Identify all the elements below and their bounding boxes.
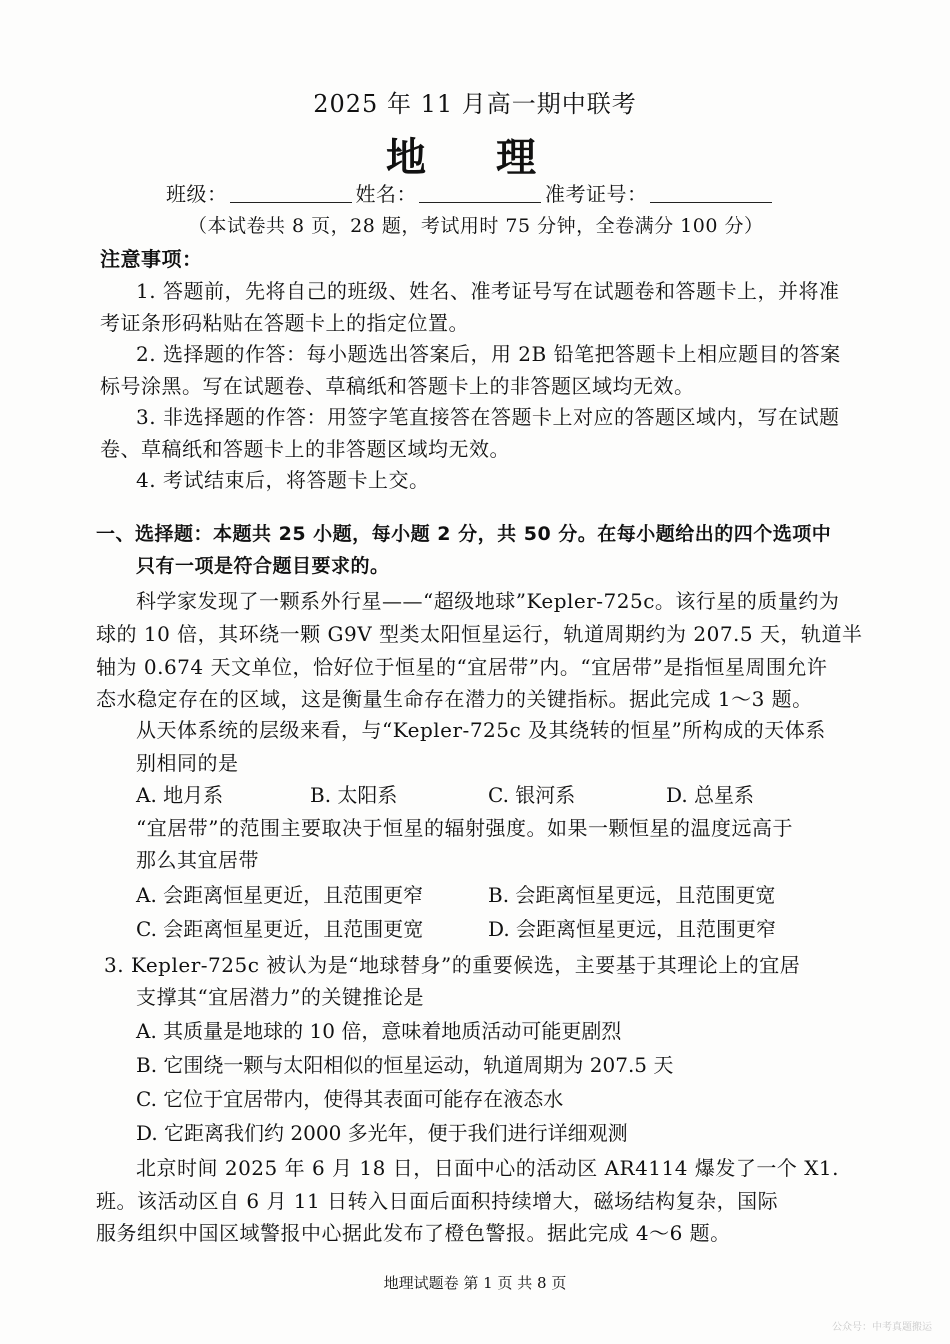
subject-title: 地 理: [386, 135, 564, 181]
notes-title: 注意事项：: [100, 247, 203, 271]
q2-option-d: D. 会距离恒星更远，且范围更窄: [488, 917, 777, 941]
q2-option-c: C. 会距离恒星更近，且范围更宽: [136, 917, 424, 941]
passage-line: 科学家发现了一颗系外行星——“超级地球”Kepler-725c。该行星的质量约为: [136, 589, 840, 613]
note-line: 卷、草稿纸和答题卡上的非答题区域均无效。: [100, 437, 510, 461]
q3-option-d: D. 它距离我们约 2000 多光年，便于我们进行详细观测: [136, 1121, 628, 1145]
note-line: 考证条形码粘贴在答题卡上的指定位置。: [100, 311, 469, 335]
name-label: 姓名：: [355, 182, 417, 206]
q3-option-c: C. 它位于宜居带内，使得其表面可能存在液态水: [136, 1087, 564, 1111]
q1-stem: 从天体系统的层级来看，与“Kepler-725c 及其绕转的恒星”所构成的天体系: [136, 718, 826, 742]
q3-stem: 3. Kepler-725c 被认为是“地球替身”的重要候选，主要基于其理论上的宜居: [104, 953, 801, 977]
page-footer: 地理试题卷 第 1 页 共 8 页: [383, 1274, 567, 1292]
passage2-line: 北京时间 2025 年 6 月 18 日，日面中心的活动区 AR4114 爆发了一个 X1.: [136, 1156, 840, 1180]
q2-option-b: B. 会距离恒星更远，且范围更宽: [488, 883, 776, 907]
passage-line: 轴为 0.674 天文单位，恰好位于恒星的“宜居带”内。“宜居带”是指恒星周围允许: [96, 655, 828, 679]
student-info-row: [166, 180, 776, 208]
exam-info: （本试卷共 8 页，28 题，考试用时 75 分钟，全卷满分 100 分）: [188, 215, 764, 237]
q3-option-b: B. 它围绕一颗与太阳相似的恒星运动，轨道周期为 207.5 天: [136, 1053, 674, 1077]
q1-option-d: D. 总星系: [666, 783, 755, 807]
passage-line: 球的 10 倍，其环绕一颗 G9V 型类太阳恒星运行，轨道周期约为 207.5 天，轨道半: [96, 622, 863, 646]
q2-stem: “宜居带”的范围主要取决于恒星的辐射强度。如果一颗恒星的温度远高于: [136, 816, 793, 840]
exam-no-label: 准考证号：: [545, 182, 648, 206]
q1-option-b: B. 太阳系: [310, 783, 398, 807]
section-heading-cont: 只有一项是符合题目要求的。: [136, 555, 390, 577]
q2-stem-cont: 那么其宜居带: [136, 848, 259, 872]
q1-option-a: A. 地月系: [136, 783, 224, 807]
name-blank: [419, 182, 541, 203]
exam-no-blank: [650, 182, 772, 203]
q1-stem-cont: 别相同的是: [136, 751, 239, 775]
q3-option-a: A. 其质量是地球的 10 倍，意味着地质活动可能更剧烈: [136, 1019, 622, 1043]
q2-option-a: A. 会距离恒星更近，且范围更窄: [136, 883, 424, 907]
passage-line: 态水稳定存在的区域，这是衡量生命存在潜力的关键指标。据此完成 1～3 题。: [96, 687, 813, 711]
exam-title: 2025 年 11 月高一期中联考: [313, 90, 637, 118]
q1-option-c: C. 银河系: [488, 783, 576, 807]
q3-stem-cont: 支撑其“宜居潜力”的关键推论是: [136, 985, 424, 1009]
note-line: 2. 选择题的作答：每小题选出答案后，用 2B 铅笔把答题卡上相应题目的答案: [136, 342, 841, 366]
passage2-line: 服务组织中国区域警报中心据此发布了橙色警报。据此完成 4～6 题。: [96, 1221, 731, 1245]
note-line: 1. 答题前，先将自己的班级、姓名、准考证号写在试题卷和答题卡上，并将准: [136, 279, 840, 303]
note-line: 3. 非选择题的作答：用签字笔直接答在答题卡上对应的答题区域内，写在试题: [136, 405, 840, 429]
note-line: 标号涂黑。写在试题卷、草稿纸和答题卡上的非答题区域均无效。: [100, 374, 695, 398]
note-line: 4. 考试结束后，将答题卡上交。: [136, 468, 430, 492]
section-heading: 一、选择题：本题共 25 小题，每小题 2 分，共 50 分。在每小题给出的四个选项中: [96, 523, 832, 545]
watermark: 公众号：中考真题搬运: [832, 1322, 932, 1333]
class-label: 班级：: [166, 182, 228, 206]
passage2-line: 班。该活动区自 6 月 11 日转入日面后面积持续增大，磁场结构复杂，国际: [96, 1189, 779, 1213]
class-blank: [230, 182, 352, 203]
